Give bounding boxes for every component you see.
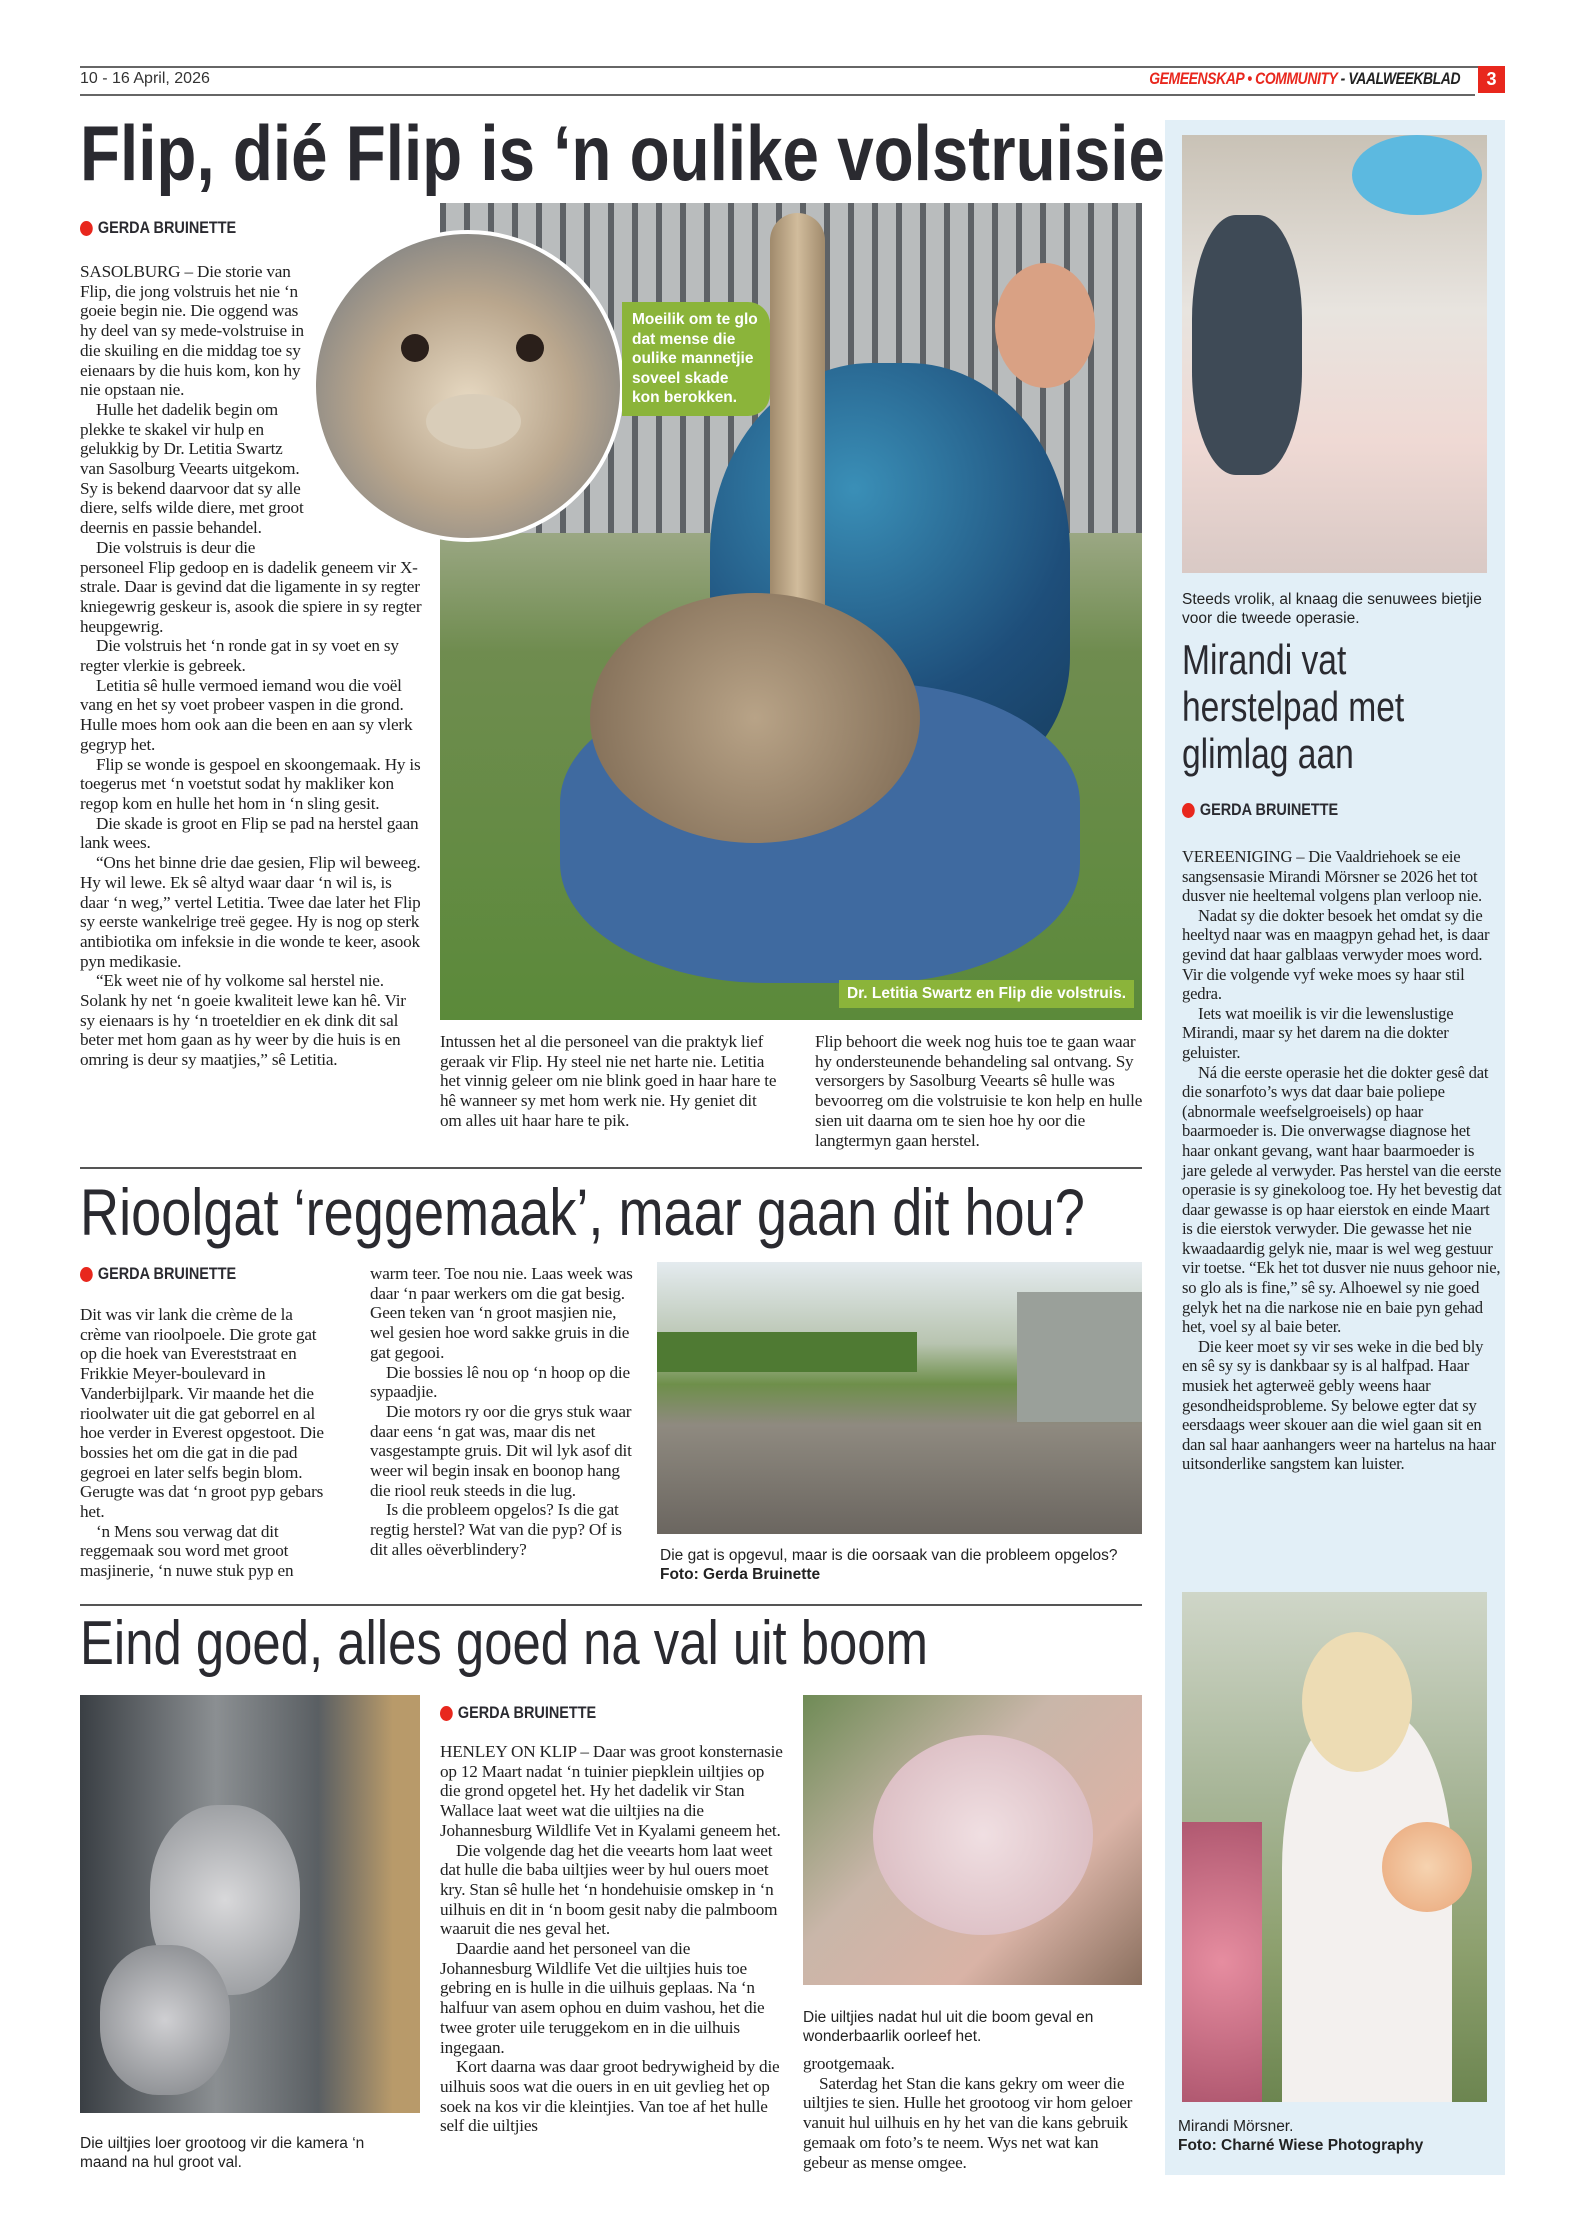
photo-ostrich-body xyxy=(590,593,920,843)
paragraph: “Ons het binne drie dae gesien, Flip wil beweeg. Hy wil lewe. Ek sê altyd waar daar ‘n wil is, is daar ‘n weg,” vertel Letitia. Twee dae later het Flip sy eerste wankelrige treë gegee. Hy is nog op sterk antibiotika om infeksie in die wonde te keer, asook pyn medikasie. xyxy=(80,853,421,971)
paragraph: Die volgende dag het die veearts hom laat weet dat hulle die baba uiltjies weer by hul ouers moet kry. Stan sê hulle het ‘n hondehuisie omskep in ‘n uilhuis en dit in ‘n boom gesit naby die palmboom waaruit die nes geval het. xyxy=(440,1840,778,1939)
divider xyxy=(80,1604,1142,1606)
byline-dot-icon xyxy=(1182,803,1195,818)
article-uiltjies-col2 xyxy=(803,2054,1143,2172)
photo-caption-mirandi-hospital: Steeds vrolik, al knaag die senuwees bietjie voor die tweede operasie. xyxy=(1182,591,1482,627)
paragraph: “Ek weet nie of hy volkome sal herstel nie. Solank hy net ‘n goeie kwaliteit lewe kan hê. Vir sy eienaars is hy ‘n troeteldier en ek dink dit sal beter met hom gaan as hy weer by die huis is en omring is deur sy maatjies,” sê Letitia. xyxy=(80,971,406,1070)
paragraph: HENLEY ON KLIP – Daar was groot konsternasie op 12 Maart nadat ‘n tuinier piepklein uiltjies op die grond opgetel het. Hy het dadelik vir Stan Wallace laat weet wat die uiltjies na die Johannesburg Wildlife Vet in Kyalami geneem het. xyxy=(440,1742,783,1840)
paragraph: Kort daarna was daar groot bedrywigheid by die uilhuis soos wat die ouers in en uit gevlieg het op soek na kos vir die kleintjies. Van toe af het hulle self die uiltjies xyxy=(440,2057,780,2136)
headline-rioolgat: Rioolgat ‘reggemaak’, maar gaan dit hou? xyxy=(80,1175,1085,1249)
byline-name: GERDA BRUINETTE xyxy=(457,1703,597,1722)
paragraph: Flip behoort die week nog huis toe te gaan waar hy ondersteunende behandeling sal ontvang. Sy versorgers by Sasolburg Veearts sê hulle was bevoorreg om die volstruisie te kon help en hulle sien uit daarna om te sien hoe hy oor die langtermyn gaan herstel. xyxy=(815,1032,1143,1150)
photo-owl-chicks-in-hand xyxy=(803,1695,1142,1985)
byline xyxy=(1182,800,1338,820)
photo-blonde-hair xyxy=(1302,1632,1412,1772)
photo-ostrich-closeup xyxy=(312,230,624,542)
issue-date: 10 - 16 April, 2026 xyxy=(80,70,210,87)
caption-credit: Foto: Charné Wiese Photography xyxy=(1178,2137,1424,2154)
photo-owl-2 xyxy=(100,1945,230,2095)
photo-mirandi-portrait xyxy=(1182,1592,1487,2102)
headline-flip: Flip, dié Flip is ‘n oulike volstruisie xyxy=(80,109,1165,197)
photo-caption-mirandi-portrait xyxy=(1178,2117,1498,2155)
callout-quote: Moeilik om te glo dat mense die oulike mannetjie soveel skade kon berokken. xyxy=(622,302,770,416)
paragraph: Daardie aand het personeel van die Johannesburg Wildlife Vet die uiltjies huis toe gebring en is hulle in die uilhuis geplaas. Na ‘n halfuur van asem ophou en duim vashou, het die twee groter uile teruggekom en in die uilhuis ingegaan. xyxy=(440,1939,765,2057)
photo-caption-owl-chicks: Die uiltjies nadat hul uit die boom geval en wonderbaarlik oorleef het. xyxy=(803,2009,1094,2045)
paragraph: Ná die eerste operasie het die dokter gesê dat die sonarfoto’s wys dat daar baie poliepe (abnormale weefselgroeisels) op haar baarmoeder is. Die onverwagse diagnose het haar onkant gevang, want haar baarmoeder is jare gelede al verwyder. Pas herstel van die eerste operasie is sy ginekoloog toe. Hy het bevestig dat daar gewasse is op haar eierstok en einde Maart is die eierstok verwyder. Die gewasse het nie kwaadaardig gelyk nie, maar is wel weg gestuur vir toetse. “Ek het tot dusver nie nuus gehoor nie, so glo als is fine,” sê sy. Alhoewel sy nie goed gelyk het na die narkose nie en baie pyn gehad het, voel sy al baie beter. xyxy=(1182,1062,1502,1337)
article-flip-col3 xyxy=(815,1032,1145,1150)
photo-ostrich-eye-left xyxy=(401,334,429,362)
article-rioolgat-col1 xyxy=(80,1305,335,1581)
photo-chicks xyxy=(873,1735,1093,1935)
page-number: 3 xyxy=(1478,66,1505,93)
article-flip-col2 xyxy=(440,1032,780,1131)
photo-mirandi-hospital xyxy=(1182,135,1487,573)
byline xyxy=(80,218,236,238)
paragraph: Die volstruis is deur die personeel Flip gedoop en is dadelik geneem vir X-strale. Daar is gevind dat die ligamente in sy regter kniegewrig geskeur is, asook die spiere in sy regter heupgewrig. xyxy=(80,537,422,636)
photo-ostrich-beak xyxy=(426,394,521,449)
paragraph: Dit was vir lank die crème de la crème van rioolpoele. Die grote gat op die hoek van Evereststraat en Frikkie Meyer-boulevard in Vanderbijlpark. Vir maande het die rioolwater uit die gat geborrel en al hoe verder in Everest opgestoot. Die bossies het om die gat in die pad gegroei en later selfs begin blom. Gerugte was dat ‘n groot pyp gebars het. xyxy=(80,1305,324,1522)
section-label xyxy=(1149,69,1460,89)
headline-mirandi: Mirandi vat herstelpad met glimlag aan xyxy=(1182,636,1405,777)
paragraph: Die motors ry oor die grys stuk waar daar eens ‘n gat was, maar dis net vasgestampte gruis. Dit wil lyk asof dit weer wil begin insak en boonop hang die riool reuk steeds in die lug. xyxy=(370,1401,632,1500)
section-sep2: - xyxy=(1337,69,1349,88)
photo-person-background xyxy=(1192,215,1302,475)
photo-wall xyxy=(1017,1292,1142,1422)
caption-credit: Foto: Gerda Bruinette xyxy=(660,1566,821,1583)
paragraph: Is die probleem opgelos? Is die gat regtig herstel? Wat van die pyp? Of is dit alles oëverblindery? xyxy=(370,1500,622,1559)
paragraph: Hulle het dadelik begin om plekke te skakel vir hulp en gelukkig by Dr. Letitia Swartz van Sasolburg Veearts uitgekom. Sy is bekend daarvoor dat sy alle diere, selfs wilde diere, met groot deernis en passie behandel. xyxy=(80,399,304,538)
byline xyxy=(80,1264,236,1284)
byline xyxy=(440,1703,596,1723)
caption-text: Die gat is opgevul, maar is die oorsaak van die probleem opgelos? xyxy=(660,1547,1118,1564)
paragraph: Die volstruis het ‘n ronde gat in sy voet en sy regter vlerkie is gebreek. xyxy=(80,636,399,676)
section-afrikaans: GEMEENSKAP xyxy=(1149,69,1244,88)
article-rioolgat-col2 xyxy=(370,1264,640,1560)
photo-surgical-cap xyxy=(1352,135,1482,215)
paragraph: Die skade is groot en Flip se pad na herstel gaan lank wees. xyxy=(80,813,419,853)
photo-caption-owls-box: Die uiltjies loer grootoog vir die kamera ‘n maand na hul groot val. xyxy=(80,2135,365,2171)
byline-dot-icon xyxy=(80,1267,93,1282)
paragraph: grootgemaak. xyxy=(803,2054,895,2073)
article-uiltjies-col1 xyxy=(440,1742,785,2136)
header-rule-bottom xyxy=(80,94,1475,96)
paragraph: Die bossies lê nou op ‘n hoop op die sypaadjie. xyxy=(370,1362,630,1402)
paper-name: VAALWEEKBLAD xyxy=(1348,69,1460,88)
photo-caption-flip: Dr. Letitia Swartz en Flip die volstruis. xyxy=(839,980,1134,1008)
photo-ostrich-eye-right xyxy=(516,334,544,362)
paragraph: Iets wat moeilik is vir die lewenslustige Mirandi, maar sy het darem na die dokter geluister. xyxy=(1182,1003,1454,1062)
byline-dot-icon xyxy=(80,221,93,236)
byline-name: GERDA BRUINETTE xyxy=(97,218,237,237)
paragraph: warm teer. Toe nou nie. Laas week was daar ‘n paar werkers om die gat besig. Geen teken van ‘n groot masjien nie, wel gesien hoe word sakke gruis in die gat gegooi. xyxy=(370,1264,633,1362)
photo-trees xyxy=(657,1332,917,1372)
divider xyxy=(80,1167,1142,1169)
photo-flowers xyxy=(1182,1822,1262,2102)
paragraph: Intussen het al die personeel van die praktyk lief geraak vir Flip. Hy steel nie net harte nie. Letitia het vinnig geleer om nie blink goed in haar hare te hê wanneer sy met hom werk nie. Hy geniet dit om alles uit haar hare te pik. xyxy=(440,1032,777,1130)
paragraph: ‘n Mens sou verwag dat dit reggemaak sou word met groot masjinerie, ‘n nuwe stuk pyp en xyxy=(80,1521,294,1581)
photo-person-face xyxy=(995,263,1095,388)
byline-name: GERDA BRUINETTE xyxy=(1199,800,1339,819)
paragraph: Nadat sy die dokter besoek het omdat sy die heeltyd naar was en maagpyn gehad het, is daar gevind dat haar galblaas verwyder moes word. Vir die volgende vyf weke moes sy haar stil gedra. xyxy=(1182,905,1490,1004)
section-sep: • xyxy=(1243,69,1256,88)
photo-sewer-hole xyxy=(657,1262,1142,1534)
byline-name: GERDA BRUINETTE xyxy=(97,1264,237,1283)
paragraph: Letitia sê hulle vermoed iemand wou die voël vang en het sy voet probeer vaspen in die grond. Hulle moes hom ook aan die been en aan sy vlerk gegryp het. xyxy=(80,675,413,754)
paragraph: Die keer moet sy vir ses weke in die bed bly en sê sy sy is dankbaar sy is al halfpad. Haar musiek het agterweë gebly weens haar gesondheidsprobleme. Sy belowe egter dat sy eersdaags weer skouer aan die wiel gaan sit en dan sal haar aanhangers weer na hartelus na haar uitsonderlike sangstem kan luister. xyxy=(1182,1336,1496,1474)
header-rule-top xyxy=(80,66,1505,68)
photo-owls-in-box xyxy=(80,1695,420,2113)
paragraph: Flip se wonde is gespoel en skoongemaak. Hy is toegerus met ‘n voetstut sodat hy makliker kon regop kom en hulle het hom in ‘n sling gesit. xyxy=(80,754,421,813)
photo-dahlia xyxy=(1382,1822,1472,1912)
article-mirandi-body xyxy=(1182,847,1502,1474)
byline-dot-icon xyxy=(440,1706,453,1721)
headline-uiltjies: Eind goed, alles goed na val uit boom xyxy=(80,1609,928,1678)
paragraph: Saterdag het Stan die kans gekry om weer die uiltjies te sien. Hulle het grootoog vir hom geloer vanuit hul uilhuis en hy het van die kans gebruik gemaak om foto’s te neem. Wys net wat kan gebeur as mense omgee. xyxy=(803,2073,1133,2172)
paragraph: SASOLBURG – Die storie van Flip, die jong volstruis het nie ‘n goeie begin nie. Die oggend was hy deel van sy mede-volstruise in die skuiling en die middag toe sy eienaars by die huis kom, kon hy nie opstaan nie. xyxy=(80,262,304,400)
paragraph: VEREENIGING – Die Vaaldriehoek se eie sangsensasie Mirandi Mörsner se 2026 het tot dusver nie heeltemal volgens plan verloop nie. xyxy=(1182,847,1482,906)
section-english: COMMUNITY xyxy=(1255,69,1338,88)
photo-caption-rioolgat xyxy=(660,1546,1140,1584)
caption-text: Mirandi Mörsner. xyxy=(1178,2118,1294,2135)
